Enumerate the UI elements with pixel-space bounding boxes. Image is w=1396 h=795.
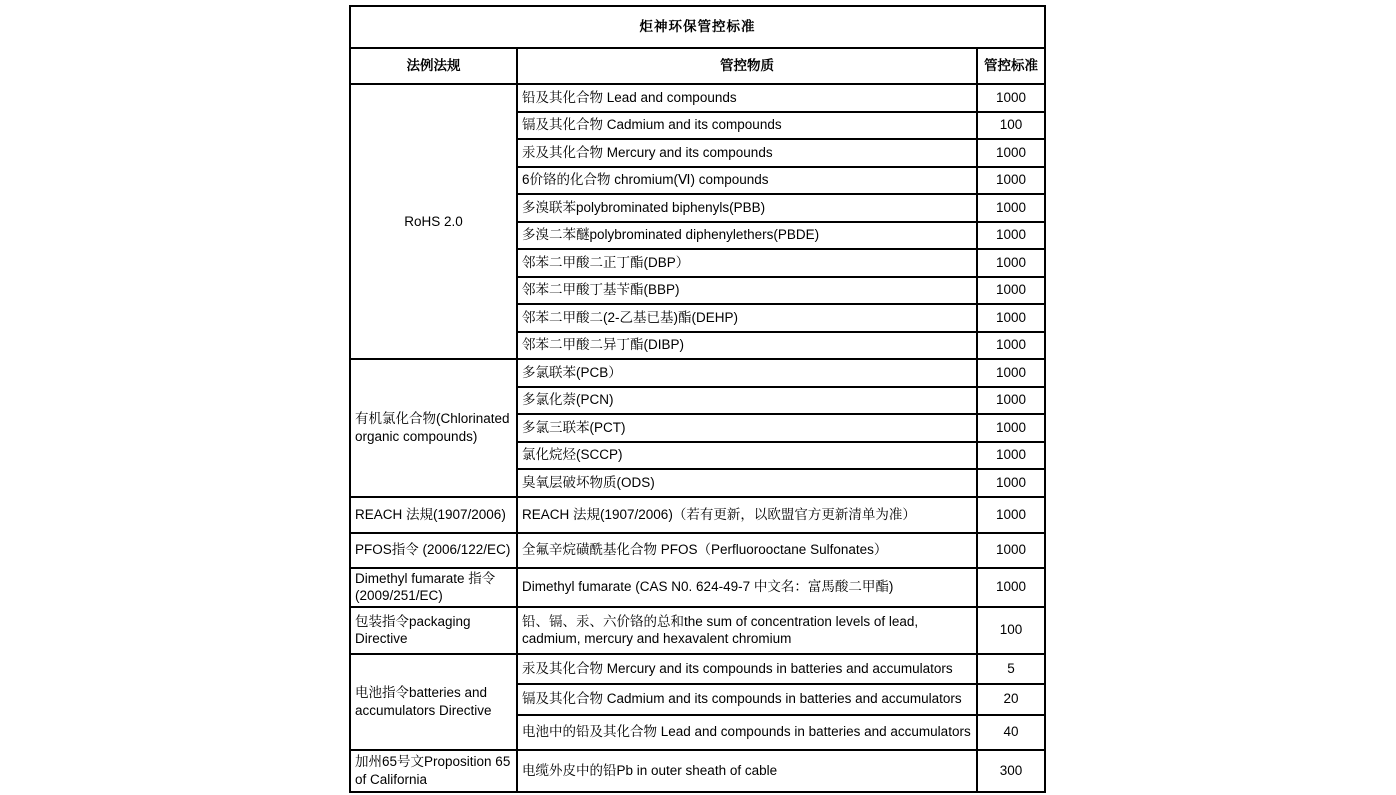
substance-cell: 多溴联苯polybrominated biphenyls(PBB) — [517, 194, 977, 222]
limit-cell: 1000 — [977, 139, 1045, 167]
regulation-cell-prop65: 加州65号文Proposition 65 of California — [350, 750, 517, 792]
substance-cell: 邻苯二甲酸丁基苄酯(BBP) — [517, 277, 977, 305]
limit-cell: 1000 — [977, 497, 1045, 533]
table-row — [350, 654, 1045, 684]
control-standards-table — [349, 5, 1046, 793]
table-header-row — [350, 48, 1045, 84]
substance-cell: 铅、镉、汞、六价铬的总和the sum of concentration levels of lead, cadmium, mercury and hexavalent chromium — [517, 607, 977, 654]
header-regulation: 法例法规 — [350, 48, 517, 84]
substance-cell: Dimethyl fumarate (CAS N0. 624-49-7 中文名：富馬酸二甲酯) — [517, 568, 977, 607]
substance-cell: 邻苯二甲酸二正丁酯(DBP） — [517, 249, 977, 277]
substance-cell: 多氯化萘(PCN) — [517, 387, 977, 415]
substance-cell: 多氯三联苯(PCT) — [517, 414, 977, 442]
regulation-cell-packaging: 包装指令packaging Directive — [350, 607, 517, 654]
table-row — [350, 533, 1045, 568]
substance-cell: 氯化烷烃(SCCP) — [517, 442, 977, 470]
substance-cell: 电池中的铅及其化合物 Lead and compounds in batteries and accumulators — [517, 715, 977, 750]
limit-cell: 1000 — [977, 533, 1045, 568]
substance-cell: 铅及其化合物 Lead and compounds — [517, 84, 977, 112]
substance-cell: 电缆外皮中的铅Pb in outer sheath of cable — [517, 750, 977, 792]
regulation-cell-dimethyl-fumarate: Dimethyl fumarate 指令(2009/251/EC) — [350, 568, 517, 607]
substance-cell: 多溴二苯醚polybrominated diphenylethers(PBDE) — [517, 222, 977, 250]
substance-cell: 全氟辛烷磺酰基化合物 PFOS（Perfluorooctane Sulfonates） — [517, 533, 977, 568]
limit-cell: 1000 — [977, 84, 1045, 112]
limit-cell: 300 — [977, 750, 1045, 792]
regulation-cell-organochlorine: 有机氯化合物(Chlorinated organic compounds) — [350, 359, 517, 497]
limit-cell: 1000 — [977, 304, 1045, 332]
substance-cell: REACH 法規(1907/2006)（若有更新，以欧盟官方更新清单为准） — [517, 497, 977, 533]
limit-cell: 20 — [977, 684, 1045, 715]
header-standard: 管控标准 — [977, 48, 1045, 84]
table-row — [350, 568, 1045, 607]
regulation-cell-reach: REACH 法規(1907/2006) — [350, 497, 517, 533]
header-substance: 管控物质 — [517, 48, 977, 84]
limit-cell: 1000 — [977, 387, 1045, 415]
table-title-row — [350, 6, 1045, 48]
limit-cell: 100 — [977, 112, 1045, 140]
page-title: 炬神环保管控标准 — [350, 6, 1045, 48]
table-row — [350, 359, 1045, 387]
limit-cell: 5 — [977, 654, 1045, 684]
substance-cell: 镉及其化合物 Cadmium and its compounds — [517, 112, 977, 140]
table-row — [350, 607, 1045, 654]
limit-cell: 1000 — [977, 414, 1045, 442]
substance-cell: 汞及其化合物 Mercury and its compounds — [517, 139, 977, 167]
regulation-cell-pfos: PFOS指令 (2006/122/EC) — [350, 533, 517, 568]
limit-cell: 100 — [977, 607, 1045, 654]
limit-cell: 1000 — [977, 359, 1045, 387]
substance-cell: 镉及其化合物 Cadmium and its compounds in batteries and accumulators — [517, 684, 977, 715]
table-row — [350, 497, 1045, 533]
table-row — [350, 84, 1045, 112]
limit-cell: 1000 — [977, 568, 1045, 607]
regulation-cell-batteries: 电池指令batteries and accumulators Directive — [350, 654, 517, 750]
limit-cell: 1000 — [977, 469, 1045, 497]
substance-cell: 邻苯二甲酸二(2-乙基已基)酯(DEHP) — [517, 304, 977, 332]
limit-cell: 1000 — [977, 222, 1045, 250]
regulation-cell-rohs: RoHS 2.0 — [350, 84, 517, 359]
limit-cell: 1000 — [977, 194, 1045, 222]
limit-cell: 1000 — [977, 167, 1045, 195]
table-row — [350, 750, 1045, 792]
limit-cell: 1000 — [977, 442, 1045, 470]
substance-cell: 多氯联苯(PCB） — [517, 359, 977, 387]
limit-cell: 40 — [977, 715, 1045, 750]
substance-cell: 邻苯二甲酸二异丁酯(DIBP) — [517, 332, 977, 360]
limit-cell: 1000 — [977, 277, 1045, 305]
substance-cell: 汞及其化合物 Mercury and its compounds in batteries and accumulators — [517, 654, 977, 684]
substance-cell: 臭氧层破坏物质(ODS) — [517, 469, 977, 497]
substance-cell: 6价铬的化合物 chromium(Ⅵ) compounds — [517, 167, 977, 195]
limit-cell: 1000 — [977, 249, 1045, 277]
limit-cell: 1000 — [977, 332, 1045, 360]
